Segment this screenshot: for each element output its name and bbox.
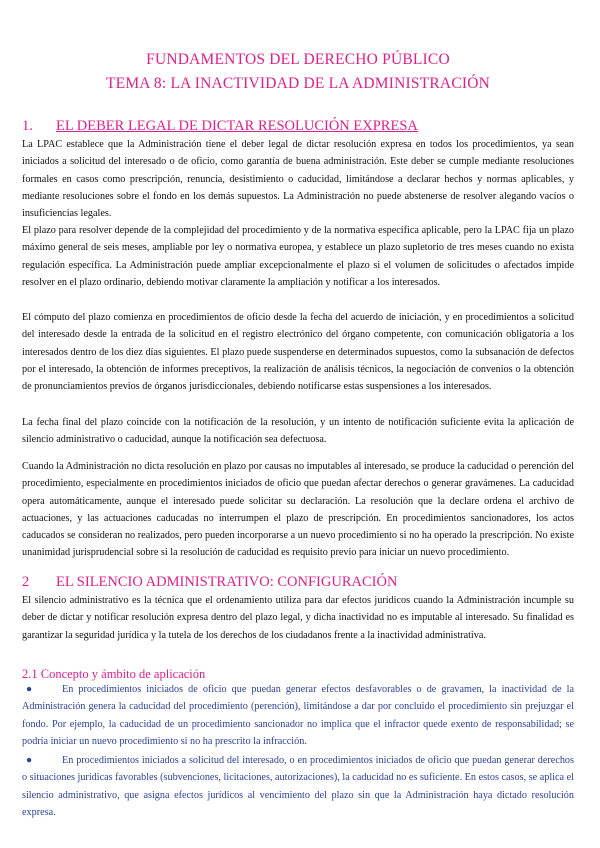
list-item-text: En procedimientos iniciados a solicitud del interesado, o en procedimientos iniciados de oficio que puedan generar derechos o situaciones jurídicas favorables (subvenciones, licitaciones, autorizaciones), la caducidad no es suficiente. En estos casos, se aplica el silencio administrativo, que asigna efectos jurídicos al vencimiento del plazo sin que la Administración haya dictado resolución expresa.: [22, 755, 574, 818]
list-item-text: En procedimientos iniciados de oficio que puedan generar efectos desfavorables o de gravamen, la inactividad de la Administración genera la caducidad del procedimiento (perención), limitándose a dar por concluido el procedimiento sin prejuzgar el fondo. Por ejemplo, la caducidad de un procedimiento sancionador no implica que el infractor quede exento de responsabilidad; se podría iniciar un nuevo procedimiento si no ha prescrito la infracción.: [22, 684, 574, 747]
paragraph: El silencio administrativo es la técnica que el ordenamiento utiliza para dar efectos jurídicos cuando la Administración incumple su deber de dictar y notificar resolución expresa dentro del plazo legal, y dicha inactividad no es imputable al interesado. Su finalidad es garantizar la seguridad jurídica y la tutela de los derechos de los ciudadanos frente a la inactividad administrativa.: [22, 595, 574, 641]
paragraph: El plazo para resolver depende de la complejidad del procedimiento y de la normativa específica aplicable, pero la LPAC fija un plazo máximo general de seis meses, ampliable por ley o normativa europea, y establece un plazo supletorio de tres meses cuando no exista regulación específica. La Administración puede ampliar excepcionalmente el plazo si el volumen de solicitudes o afectados impide resolver en el plazo ordinario, debiendo motivar claramente la ampliación y notificar a los interesados.: [22, 225, 574, 288]
paragraph: La LPAC establece que la Administración tiene el deber legal de dictar resolución expresa en todos los procedimientos, ya sean iniciados a solicitud del interesado o de oficio, como garantía de buena administración. Este deber se cumple mediante resoluciones formales en casos como prescripción, renuncia, desistimiento o caducidad, limitándose a declarar hechos y normas aplicables, y mediante resoluciones sobre el fondo en los demás supuestos. La Administración no puede abstenerse de resolver alegando vacíos o insuficiencias legales.: [22, 139, 574, 219]
section-1-title: EL DEBER LEGAL DE DICTAR RESOLUCIÓN EXPRESA: [56, 118, 418, 134]
section-1-number: 1.: [22, 118, 33, 134]
section-2-heading: [22, 574, 574, 591]
section-2-title: EL SILENCIO ADMINISTRATIVO: CONFIGURACIÓN: [56, 574, 398, 590]
list-item: [22, 681, 574, 750]
bullet-icon: ●: [26, 684, 33, 696]
section-1-heading: [22, 118, 574, 135]
course-title: FUNDAMENTOS DEL DERECHO PÚBLICO: [146, 51, 450, 68]
paragraph: La fecha final del plazo coincide con la notificación de la resolución, y un intento de notificación suficiente evita la aplicación de silencio administrativo o caducidad, aunque la notificación sea defectuosa.: [22, 417, 574, 446]
bullet-icon: ●: [26, 755, 33, 767]
section-2-number: 2: [22, 574, 30, 590]
paragraph: Cuando la Administración no dicta resolución en plazo por causas no imputables al interesado, se produce la caducidad o perención del procedimiento, especialmente en procedimientos iniciados de oficio que puedan afectar derechos o generar gravámenes. La caducidad opera automáticamente, aunque el interesado puede solicitar su declaración. La resolución que la declare ordena el archivo de actuaciones, y las actuaciones caducadas no interrumpen el plazo de prescripción. En procedimientos sancionadores, los actos caducados se consideran no realizados, pero pueden incorporarse a un nuevo procedimiento si no ha operado la prescripción. No existe unanimidad jurisprudencial sobre si la resolución de caducidad es requisito previo para iniciar un nuevo procedimiento.: [22, 461, 574, 559]
list-item: [22, 752, 574, 821]
paragraph: El cómputo del plazo comienza en procedimientos de oficio desde la fecha del acuerdo de iniciación, y en procedimientos a solicitud del interesado desde la entrada de la solicitud en el registro electrónico del órgano competente, con comunicación obligatoria a los interesados dentro de los diez días siguientes. El plazo puede suspenderse en determinados supuestos, como la subsanación de defectos por el interesado, la obtención de informes preceptivos, la realización de análisis técnicos, la negociación de convenios o la obtención de pronunciamientos previos de órganos jurisdiccionales, debiendo notificarse estas suspensiones a los interesados.: [22, 312, 574, 392]
topic-title: TEMA 8: LA INACTIVIDAD DE LA ADMINISTRACIÓN: [105, 75, 491, 92]
subsection-heading: 2.1 Concepto y ámbito de aplicación: [22, 667, 206, 681]
